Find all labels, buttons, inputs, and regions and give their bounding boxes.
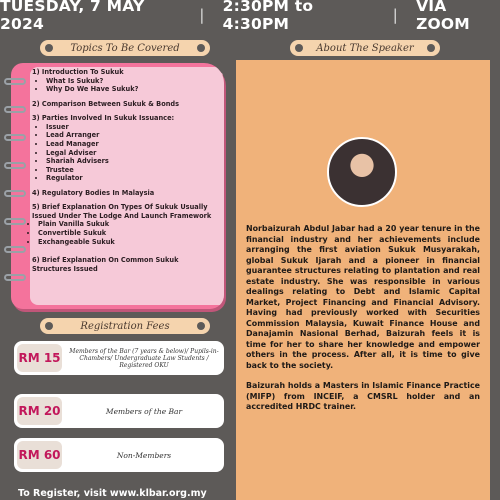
event-date: TUESDAY, 7 MAY 2024 <box>0 0 145 33</box>
list-item: • Legal Adviser <box>46 149 216 158</box>
registration-footer: To Register, visit www.klbar.org.my <box>18 488 207 499</box>
speaker-bio <box>246 224 480 423</box>
speaker-bio-paragraph: Baizurah holds a Masters in Islamic Finance Practice (MIFP) from INCEIF, a CMSRL holder and an accredited HRDC trainer. <box>246 381 480 411</box>
header-divider: | <box>392 6 399 24</box>
speaker-heading <box>290 40 440 56</box>
topics-list <box>32 68 216 273</box>
list-item: • Convertible Sukuk <box>38 229 216 238</box>
topic-1: 1) Introduction To Sukuk <box>32 68 124 76</box>
pill-dot-icon <box>45 44 53 52</box>
binder-ring-icon <box>4 274 26 281</box>
fee-amount: RM 15 <box>17 344 62 372</box>
speaker-photo <box>327 137 397 207</box>
topic-6: 6) Brief Explanation On Common Sukuk Structures Issued <box>32 256 179 273</box>
topic-5-items <box>32 220 216 246</box>
topic-3: 3) Parties Involved In Sukuk Issuance: <box>32 114 175 123</box>
event-header <box>0 0 500 33</box>
binder-ring-icon <box>4 78 26 85</box>
fee-row <box>14 341 224 375</box>
event-venue: VIA ZOOM <box>416 0 470 33</box>
list-item: • What Is Sukuk? <box>46 77 216 86</box>
binder-ring-icon <box>4 106 26 113</box>
list-item: • Trustee <box>46 166 216 175</box>
fee-row <box>14 438 224 472</box>
speaker-bio-paragraph: Norbaizurah Abdul Jabar had a 20 year tenure in the financial industry and her achievements include arranging the first aviation Sukuk Musyarakah, global Sukuk Ijarah and a pioneer in financial guarantee structures relating to plantation and real estate industry. She was responsible in various dealings relating to Debt and Islamic Capital Market, Project Financing and Financial Advisory. Having had previously worked with Securities Commission Malaysia, Kuwait Finance House and Danajamin Nasional Berhad, Baizurah feels it is time for her to share her knowledge and empower others in the process. After all, it is time to give back to the society. <box>246 224 480 370</box>
topic-2: 2) Comparison Between Sukuk & Bonds <box>32 99 180 108</box>
topics-heading <box>40 40 210 56</box>
list-item: • Issuer <box>46 123 216 132</box>
topic-4: 4) Regulatory Bodies In Malaysia <box>32 188 155 197</box>
pill-dot-icon <box>197 44 205 52</box>
list-item: • Shariah Advisers <box>46 157 216 166</box>
topic-5: 5) Brief Explanation On Types Of Sukuk Usually Issued Under The Lodge And Launch Framework <box>32 203 212 220</box>
list-item: • Regulator <box>46 174 216 183</box>
topic-3-items <box>32 123 216 183</box>
fee-description: Members of the Bar (7 years & below)/ Pupils-in-Chambers/ Undergraduate Law Students / Registered OKU <box>69 347 219 369</box>
fee-amount: RM 20 <box>17 397 62 425</box>
fee-amount: RM 60 <box>17 441 62 469</box>
list-item: • Plain Vanilla Sukuk <box>38 220 216 229</box>
fee-description: Members of the Bar <box>105 406 183 416</box>
fee-row <box>14 394 224 428</box>
event-time: 2:30PM to 4:30PM <box>222 0 314 33</box>
list-item: • Lead Manager <box>46 140 216 149</box>
list-item: • Why Do We Have Sukuk? <box>46 85 216 94</box>
binder-ring-icon <box>4 134 26 141</box>
binder-ring-icon <box>4 190 26 197</box>
binder-ring-icon <box>4 218 26 225</box>
fees-heading <box>40 318 210 334</box>
pill-dot-icon <box>427 44 435 52</box>
pill-dot-icon <box>197 322 205 330</box>
header-divider: | <box>199 6 205 24</box>
list-item: • Exchangeable Sukuk <box>38 238 216 247</box>
pill-dot-icon <box>295 44 303 52</box>
pill-dot-icon <box>45 322 53 330</box>
list-item: • Lead Arranger <box>46 131 216 140</box>
fee-description: Non-Members <box>116 450 172 460</box>
speaker-heading-label: About The Speaker <box>316 42 414 54</box>
binder-ring-icon <box>4 162 26 169</box>
fees-heading-label: Registration Fees <box>80 320 170 332</box>
topics-heading-label: Topics To Be Covered <box>70 42 180 54</box>
topic-1-items <box>32 77 216 94</box>
binder-ring-icon <box>4 246 26 253</box>
